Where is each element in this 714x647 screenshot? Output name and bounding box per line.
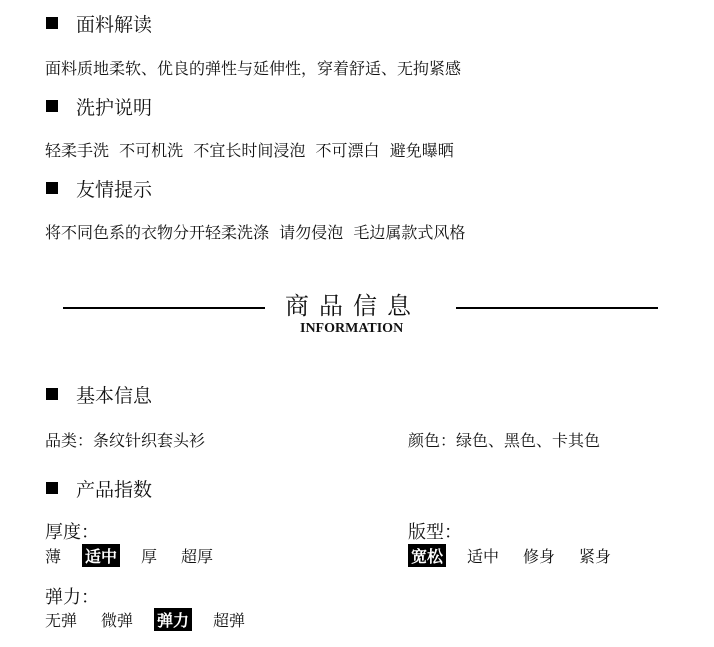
thickness-option: 超厚 xyxy=(181,547,214,566)
bullet-square-icon xyxy=(46,388,58,400)
thickness-option: 薄 xyxy=(45,547,62,566)
thickness-option-selected: 适中 xyxy=(82,544,120,567)
banner-right-rule xyxy=(456,307,658,309)
fit-options xyxy=(408,544,632,567)
fit-option: 适中 xyxy=(467,547,500,566)
thickness-label: 厚度： xyxy=(45,522,99,543)
elasticity-option: 超弹 xyxy=(213,611,246,630)
fit-option-selected: 宽松 xyxy=(408,544,446,567)
elasticity-option: 微弹 xyxy=(101,611,134,630)
basic-info-heading: 基本信息 xyxy=(76,385,153,407)
bullet-square-icon xyxy=(46,182,58,194)
thickness-options xyxy=(45,544,234,567)
banner-title: 商品信息 xyxy=(285,292,421,320)
fit-label: 版型： xyxy=(408,522,462,543)
tips-heading: 友情提示 xyxy=(76,179,153,201)
tips-text: 将不同色系的衣物分开轻柔洗涤 请勿侵泡 毛边属款式风格 xyxy=(45,223,466,242)
elasticity-label: 弹力： xyxy=(45,587,99,608)
fabric-description: 面料质地柔软、优良的弹性与延伸性，穿着舒适、无拘紧感 xyxy=(45,59,462,78)
fit-option: 修身 xyxy=(523,547,556,566)
category-text: 品类：条纹针织套头衫 xyxy=(45,431,206,450)
elasticity-options xyxy=(45,608,266,631)
bullet-square-icon xyxy=(46,17,58,29)
care-heading: 洗护说明 xyxy=(76,97,153,119)
thickness-option: 厚 xyxy=(141,547,158,566)
care-instructions: 轻柔手洗 不可机洗 不宜长时间浸泡 不可漂白 避免曝晒 xyxy=(45,141,454,160)
elasticity-option-selected: 弹力 xyxy=(154,608,192,631)
fit-option: 紧身 xyxy=(579,547,612,566)
bullet-square-icon xyxy=(46,100,58,112)
banner-subtitle: INFORMATION xyxy=(300,321,404,336)
colors-text: 颜色：绿色、黑色、卡其色 xyxy=(408,431,601,450)
bullet-square-icon xyxy=(46,482,58,494)
fabric-heading: 面料解读 xyxy=(76,14,153,36)
elasticity-option: 无弹 xyxy=(45,611,78,630)
banner-left-rule xyxy=(63,307,265,309)
indices-heading: 产品指数 xyxy=(76,479,153,501)
